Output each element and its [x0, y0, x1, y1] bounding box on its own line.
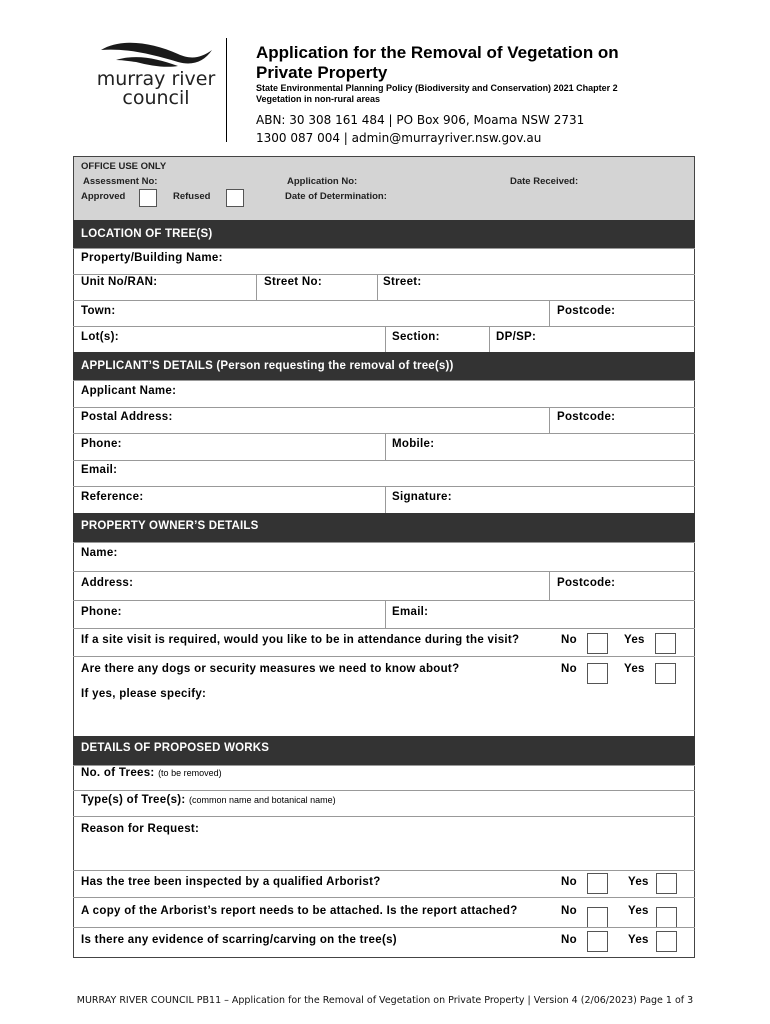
- if-yes-specify-label: If yes, please specify:: [81, 688, 207, 700]
- applicant-phone-label: Phone:: [81, 438, 122, 450]
- refused-label: Refused: [173, 191, 211, 202]
- contact-abn: ABN: 30 308 161 484 | PO Box 906, Moama NSW 2731: [256, 113, 585, 127]
- office-heading: OFFICE USE ONLY: [81, 161, 167, 172]
- refused-checkbox[interactable]: [226, 189, 244, 207]
- reason-label: Reason for Request:: [81, 823, 200, 835]
- arborist-yes-checkbox[interactable]: [656, 873, 677, 894]
- row-reference-signature[interactable]: [73, 486, 695, 513]
- site-visit-yes-label: Yes: [624, 634, 645, 646]
- owner-section-header: PROPERTY OWNER’S DETAILS: [73, 513, 695, 542]
- scarring-question: Is there any evidence of scarring/carving on the tree(s): [81, 934, 397, 946]
- dogs-yes-label: Yes: [624, 663, 645, 675]
- scarring-yes-label: Yes: [628, 934, 649, 946]
- title-line1: Application for the Removal of Vegetation on: [256, 43, 619, 62]
- date-received-label: Date Received:: [510, 176, 579, 187]
- date-of-determination-label: Date of Determination:: [285, 191, 387, 202]
- mobile-label: Mobile:: [392, 438, 435, 450]
- section-label: Section:: [392, 331, 440, 343]
- postal-address-label: Postal Address:: [81, 411, 173, 423]
- no-trees-label: [81, 767, 222, 779]
- arborist-yes-label: Yes: [628, 876, 649, 888]
- contact-phone-email: 1300 087 004 | admin@murrayriver.nsw.gov.au: [256, 131, 542, 145]
- street-no-label: Street No:: [264, 276, 322, 288]
- property-name-label: Property/Building Name:: [81, 252, 223, 264]
- dogs-no-checkbox[interactable]: [587, 663, 608, 684]
- site-visit-no-label: No: [561, 634, 577, 646]
- scarring-no-label: No: [561, 934, 577, 946]
- header-divider: [226, 38, 227, 142]
- report-yes-label: Yes: [628, 905, 649, 917]
- dogs-yes-checkbox[interactable]: [655, 663, 676, 684]
- owner-name-label: Name:: [81, 547, 118, 559]
- no-trees-note: (to be removed): [158, 768, 222, 778]
- row-phone-mobile[interactable]: [73, 433, 695, 460]
- row-lots[interactable]: [73, 326, 695, 352]
- report-yes-checkbox[interactable]: [656, 907, 677, 928]
- divider: [256, 274, 257, 300]
- approved-checkbox[interactable]: [139, 189, 157, 207]
- street-label: Street:: [383, 276, 422, 288]
- tree-types-label: [81, 794, 336, 806]
- reference-label: Reference:: [81, 491, 144, 503]
- report-question: A copy of the Arborist’s report needs to be attached. Is the report attached?: [81, 905, 518, 917]
- no-trees-text: No. of Trees:: [81, 767, 155, 779]
- logo-text-line1: murray river: [96, 68, 216, 90]
- owner-email-label: Email:: [392, 606, 429, 618]
- owner-phone-label: Phone:: [81, 606, 122, 618]
- works-section-header: DETAILS OF PROPOSED WORKS: [73, 736, 695, 765]
- logo-text-line2: council: [122, 87, 190, 109]
- divider: [489, 326, 490, 352]
- divider: [549, 407, 550, 433]
- approved-label: Approved: [81, 191, 126, 202]
- office-use-panel: [74, 157, 694, 220]
- site-visit-yes-checkbox[interactable]: [655, 633, 676, 654]
- signature-label: Signature:: [392, 491, 452, 503]
- lots-label: Lot(s):: [81, 331, 119, 343]
- arborist-no-label: No: [561, 876, 577, 888]
- divider: [385, 433, 386, 460]
- divider: [385, 486, 386, 513]
- page-footer: MURRAY RIVER COUNCIL PB11 – Application for the Removal of Vegetation on Private Property | Version 4 (2/06/2023) Page 1 of 3: [76, 995, 694, 1006]
- applicant-section-header: APPLICANT’S DETAILS (Person requesting the removal of tree(s)): [73, 352, 695, 380]
- applicant-email-label: Email:: [81, 464, 118, 476]
- report-no-label: No: [561, 905, 577, 917]
- row-email[interactable]: [73, 460, 695, 486]
- dpsp-label: DP/SP:: [496, 331, 537, 343]
- divider: [385, 600, 386, 628]
- scarring-no-checkbox[interactable]: [587, 931, 608, 952]
- owner-address-label: Address:: [81, 577, 134, 589]
- applicant-name-label: Applicant Name:: [81, 385, 177, 397]
- assessment-no-label: Assessment No:: [83, 176, 158, 187]
- town-label: Town:: [81, 305, 116, 317]
- dogs-question: Are there any dogs or security measures we need to know about?: [81, 663, 460, 675]
- subtitle-line2: Vegetation in non-rural areas: [256, 94, 381, 104]
- owner-postcode-label: Postcode:: [557, 577, 616, 589]
- tree-types-note: (common name and botanical name): [189, 795, 336, 805]
- arborist-question: Has the tree been inspected by a qualified Arborist?: [81, 876, 381, 888]
- arborist-no-checkbox[interactable]: [587, 873, 608, 894]
- site-visit-question: If a site visit is required, would you like to be in attendance during the visit?: [81, 634, 520, 646]
- unit-no-label: Unit No/RAN:: [81, 276, 158, 288]
- subtitle-line1: State Environmental Planning Policy (Biodiversity and Conservation) 2021 Chapter 2: [256, 83, 618, 93]
- divider: [385, 326, 386, 352]
- dogs-no-label: No: [561, 663, 577, 675]
- divider: [549, 571, 550, 600]
- divider: [377, 274, 378, 300]
- application-no-label: Application No:: [287, 176, 358, 187]
- logo-text: [96, 70, 216, 108]
- divider: [549, 300, 550, 326]
- row-owner-name[interactable]: [73, 542, 695, 571]
- page-title: [256, 43, 736, 83]
- site-visit-no-checkbox[interactable]: [587, 633, 608, 654]
- scarring-yes-checkbox[interactable]: [656, 931, 677, 952]
- title-line2: Private Property: [256, 63, 388, 82]
- page-subtitle: [256, 83, 726, 105]
- tree-types-text: Type(s) of Tree(s):: [81, 794, 186, 806]
- report-no-checkbox[interactable]: [587, 907, 608, 928]
- applicant-postcode-label: Postcode:: [557, 411, 616, 423]
- location-section-header: LOCATION OF TREE(S): [73, 220, 695, 248]
- row-owner-phone-email[interactable]: [73, 600, 695, 628]
- location-postcode-label: Postcode:: [557, 305, 616, 317]
